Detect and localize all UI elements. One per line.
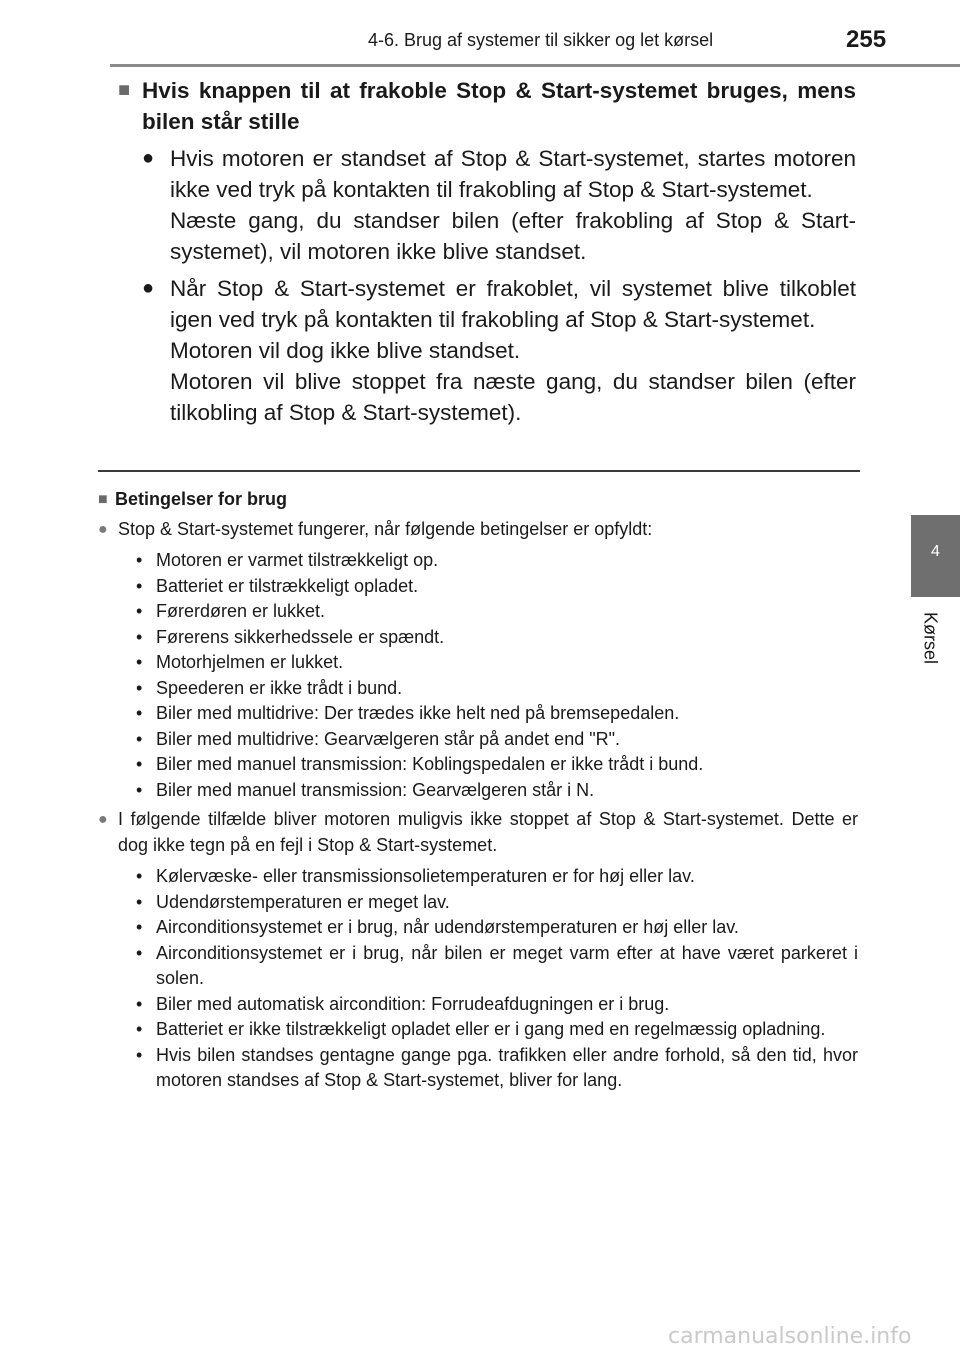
list-item: • Biler med multidrive: Gearvælgeren står på andet end "R". — [136, 728, 620, 749]
list-item: • Biler med multidrive: Der trædes ikke helt ned på bremsepedalen. — [136, 703, 680, 723]
section-heading-text: Hvis knappen til at frakoble Stop & Start-systemet bruges, mens bilen står stille — [142, 78, 856, 134]
list-item: • Udendørstemperaturen er meget lav. — [136, 891, 450, 912]
list-item — [98, 807, 858, 858]
subsection-heading — [98, 487, 858, 513]
list-item: • Kølervæske- eller transmissionsolietemperaturen er for høj eller lav. — [136, 866, 695, 886]
square-bullet-icon: ■ — [98, 491, 108, 508]
section-title: 4-6. Brug af systemer til sikker og let kørsel — [368, 30, 714, 50]
circle-bullet-icon: ● — [142, 147, 155, 169]
exceptions-list — [98, 864, 858, 1094]
list-item: • Motorhjelmen er lukket. — [136, 652, 344, 672]
bullet-text: Stop & Start-systemet fungerer, når følgende betingelser er opfyldt: — [118, 518, 653, 539]
paragraph: Hvis motoren er standset af Stop & Start-systemet, startes motoren ikke ved tryk på kontakten til frakobling af Stop & Start-systemet. — [170, 146, 856, 202]
list-item: • Batteriet er ikke tilstrækkeligt opladet eller er i gang med en regelmæssig opladning. — [136, 1019, 826, 1039]
list-item: • Biler med manuel transmission: Koblingspedalen er ikke trådt i bund. — [136, 754, 704, 774]
paragraph: Motoren vil dog ikke blive standset. — [170, 338, 521, 363]
list-item: • Motoren er varmet tilstrækkeligt op. — [136, 550, 439, 570]
page-number: 255 — [846, 26, 887, 53]
header-rule — [110, 64, 960, 67]
upper-section — [118, 75, 856, 428]
circle-bullet-icon: ● — [98, 520, 108, 538]
chapter-label-text: Kørsel — [920, 611, 941, 665]
list-item: • Batteriet er tilstrækkeligt opladet. — [136, 575, 419, 596]
conditions-list — [98, 548, 858, 803]
bullet-text: I følgende tilfælde bliver motoren muligvis ikke stoppet af Stop & Start-systemet. Dette er dog ikke tegn på en fejl i Stop & Start-systemet. — [118, 809, 858, 855]
square-bullet-icon: ■ — [118, 79, 131, 101]
chapter-number: 4 — [931, 543, 940, 560]
watermark: carmanualsonline.info — [668, 1324, 912, 1349]
circle-bullet-icon: ● — [98, 811, 108, 828]
list-item — [98, 517, 858, 543]
circle-bullet-icon: ● — [142, 277, 155, 299]
list-item: • Airconditionsystemet er i brug, når bilen er meget varm efter at have været parkeret i solen. — [136, 942, 858, 988]
chapter-label — [918, 608, 942, 668]
subsection-heading-text: Betingelser for brug — [115, 489, 288, 509]
paragraph: Motoren vil blive stoppet fra næste gang, du standser bilen (efter tilkobling af Stop & Start-systemet). — [170, 369, 856, 425]
list-item: • Førerdøren er lukket. — [136, 601, 326, 621]
section-divider — [98, 470, 860, 472]
list-item: • Speederen er ikke trådt i bund. — [136, 677, 403, 698]
list-item: • Hvis bilen standses gentagne gange pga. trafikken eller andre forhold, så den tid, hvor motoren standses af Stop & Start-systemet, bliver for lang. — [136, 1044, 858, 1090]
list-item — [118, 143, 856, 267]
list-item: • Biler med manuel transmission: Gearvælgeren står i N. — [136, 779, 595, 800]
section-heading — [118, 75, 856, 137]
list-item: • Airconditionsystemet er i brug, når udendørstemperaturen er høj eller lav. — [136, 917, 739, 937]
list-item: • Biler med automatisk aircondition: Forrudeafdugningen er i brug. — [136, 993, 670, 1014]
paragraph: Næste gang, du standser bilen (efter frakobling af Stop & Start-systemet), vil motoren ikke blive standset. — [170, 208, 856, 264]
list-item: • Førerens sikkerhedssele er spændt. — [136, 626, 445, 647]
list-item — [118, 273, 856, 428]
lower-section — [98, 487, 858, 1098]
paragraph: Når Stop & Start-systemet er frakoblet, vil systemet blive tilkoblet igen ved tryk på kontakten til frakobling af Stop & Start-systemet. — [170, 276, 856, 332]
chapter-tab — [911, 515, 960, 597]
